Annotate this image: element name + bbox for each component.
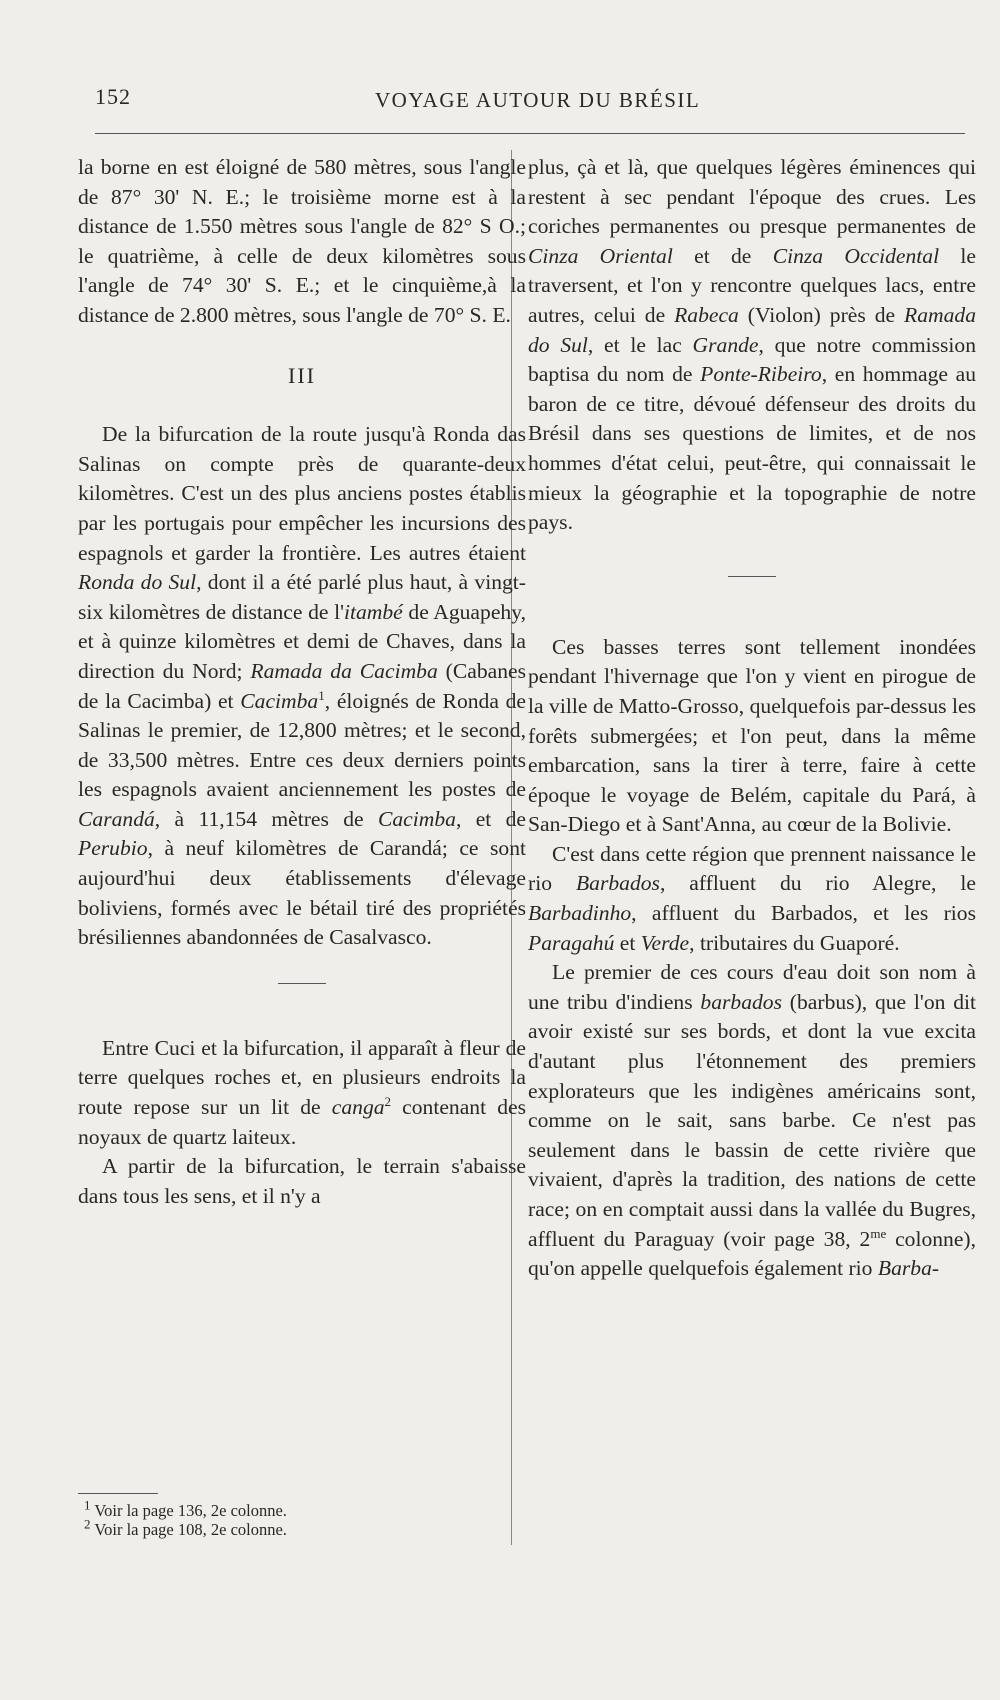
page-header <box>95 84 965 118</box>
paragraph: Le premier de ces cours d'eau doit son nom à une tribu d'indiens barbados (barbus), que l'on dit avoir existé sur ses bords, et dont la vue excita d'autant plus l'étonnement des premiers explorateurs que les indigènes américains sont, comme on le sait, sans barbe. Ce n'est pas seulement dans le bassin de cette rivière que vivaient, d'après la tradition, des nations de cette race; on en comptait aussi dans la vallée du Bugres, affluent du Paraguay (voir page 38, $2^{me}$ colonne), qu'on appelle quelquefois également rio Barba- <box>528 960 977 1281</box>
separator-rule <box>728 576 776 577</box>
page-number: 152 <box>95 84 131 109</box>
paragraph: A partir de la bifurcation, le terrain s'abaisse dans tous les sens, et il n'y a <box>78 1154 526 1208</box>
left-column <box>78 153 526 1211</box>
section-heading: III <box>288 362 316 388</box>
footnote: $^1$ Voir la page 136, 2e colonne. <box>84 1497 287 1520</box>
paragraph: la borne en est éloigné de 580 mètres, sous l'angle de 87° 30' N. E.; le troisième morne est à la distance de 1.550 mètres sous l'angle de 82° S O.; le quatrième, à celle de deux kilomètres sous l'angle de 74° 30' S. E.; et le cinquième,à la distance de 2.800 mètres, sous l'angle de 70° S. E. <box>78 155 526 327</box>
footnote-ref: 1 <box>318 687 325 703</box>
footnote: $^2$ Voir la page 108, 2e colonne. <box>84 1516 287 1539</box>
running-title: VOYAGE AUTOUR DU BRÉSIL <box>375 88 701 112</box>
footnote-rule <box>78 1493 158 1494</box>
paragraph: C'est dans cette région que prennent naissance le rio Barbados, affluent du rio Alegre, le Barbadinho, affluent du Barbados, et les rios Paragahú et Verde, tributaires du Guaporé. <box>528 841 977 955</box>
paragraph: Entre Cuci et la bifurcation, il apparaît à fleur de terre quelques roches et, en plusieurs endroits la route repose sur un lit de canga$^2$ contenant des noyaux de quartz laiteux. <box>78 1035 526 1149</box>
header-rule <box>95 133 965 134</box>
paragraph: plus, çà et là, que quelques légères éminences qui restent à sec pendant l'époque des crues. Les coriches permanentes ou presque permanentes de Cinza Oriental et de Cinza Occidental le traversent, et l'on y rencontre quelques lacs, entre autres, celui de Rabeca (Violon) près de Ramada do Sul, et le lac Grande, que notre commission baptisa du nom de Ponte-Ribeiro, en hommage au baron de ce titre, dévoué défenseur des droits du Brésil dans ses questions de limites, et de nos hommes d'état celui, peut-être, qui connaissait le mieux la géographie et la topographie de notre pays. <box>528 155 977 535</box>
footnote-ref: 2 <box>384 1093 392 1109</box>
separator-rule <box>278 983 326 984</box>
paragraph: De la bifurcation de la route jusqu'à Ronda das Salinas on compte près de quarante-deux kilomètres. C'est un des plus anciens postes établis par les portugais pour empêcher les incursions des espagnols et garder la frontière. Les autres étaient Ronda do Sul, dont il a été parlé plus haut, à vingt-six kilomètres de distance de l'itambé de Aguapehy, et à quinze kilomètres et demi de Chaves, dans la direction du Nord; Ramada da Cacimba (Cabanes de la Cacimba) et Cacimba$^1$, éloignés de Ronda de Salinas le premier, de 12,800 mètres; et le second, de 33,500 mètres. Entre ces deux derniers points les espagnols avaient anciennement les postes de Carandá, à 11,154 mètres de Cacimba, et de Perubio, à neuf kilomètres de Carandá; ce sont aujourd'hui deux établissements d'élevage boliviens, formés avec le bétail tiré des propriétés brésiliennes abandonnées de Casalvasco. <box>78 422 527 950</box>
footnotes <box>84 1497 484 1539</box>
right-column <box>528 153 976 1284</box>
paragraph: Ces basses terres sont tellement inondées pendant l'hivernage que l'on y vient en pirogue de la ville de Matto-Grosso, quelquefois par-dessus les forêts submergées; et l'on peut, dans la même embarcation, sans la tirer à terre, faire à cette époque le voyage de Belém, capitale du Pará, à San-Diego et à Sant'Anna, au cœur de la Bolivie. <box>528 634 976 837</box>
